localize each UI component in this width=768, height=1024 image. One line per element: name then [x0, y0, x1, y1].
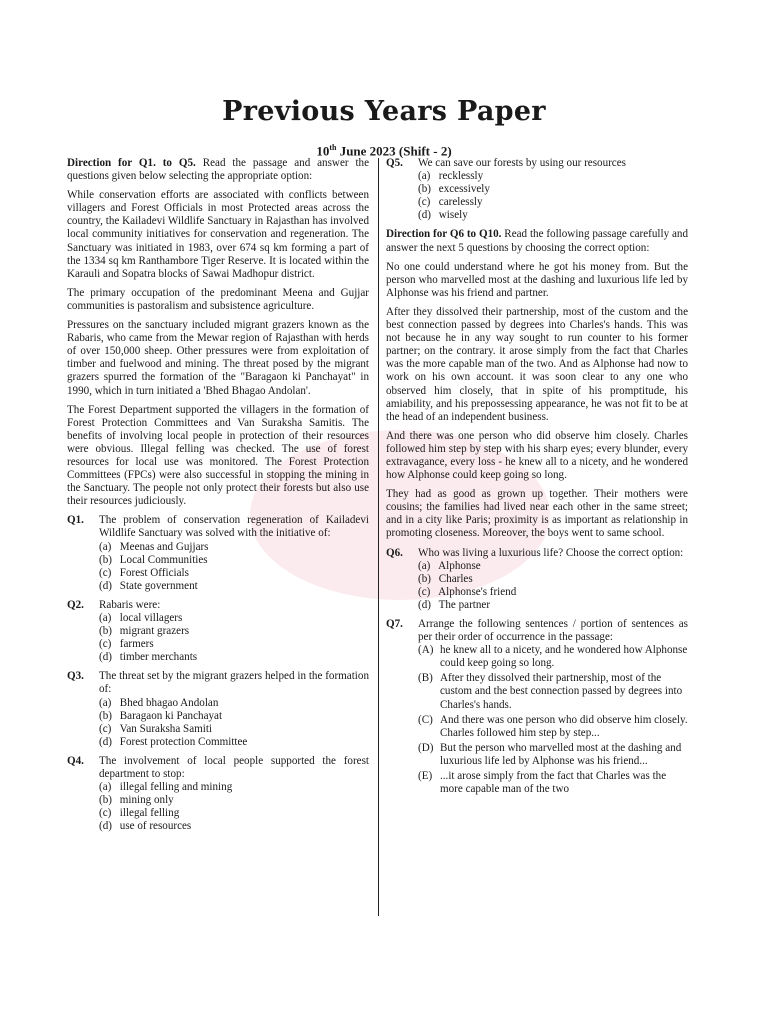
option: (b) mining only: [99, 794, 174, 807]
option: (A) he knew all to a nicety, and he wondered how Alphonse could keep going so long.: [418, 644, 688, 670]
question-text: The involvement of local people supported the forest department to stop:: [99, 754, 369, 781]
exam-date: 10th June 2023 (Shift - 2): [316, 143, 452, 159]
option: (b) migrant grazers: [99, 625, 190, 638]
left-column: [67, 157, 369, 840]
option: (d) use of resources: [99, 820, 192, 833]
question-q7: [386, 618, 688, 798]
option: (b) Baragaon ki Panchayat: [99, 709, 223, 722]
option: (b) Local Communities: [99, 553, 208, 566]
option: (c) carelessly: [418, 196, 483, 209]
question-text: The threat set by the migrant grazers helped in the formation of:: [99, 670, 369, 696]
question-number: Q5.: [386, 157, 403, 169]
question-q6: [386, 547, 688, 612]
passage-paragraph: No one could understand where he got his money from. But the person who marvelled most at the dashing and luxurious life led by Alphonse was his friend and partner.: [386, 260, 688, 299]
option: (D) But the person who marvelled most at the dashing and luxurious life led by Alphonse was his friend...: [418, 741, 682, 767]
question-number: Q2.: [67, 598, 84, 611]
option: (c) Alphonse's friend: [418, 585, 517, 598]
direction-q6-q10: Direction for Q6 to Q10. Read the following passage carefully and answer the next 5 questions by choosing the correct option:: [386, 228, 688, 254]
question-text: Arrange the following sentences / portion of sentences as per their order of occurrence in the passage:: [418, 618, 688, 644]
option: (d) Forest protection Committee: [99, 735, 248, 748]
column-divider: [378, 158, 379, 916]
direction-q1-q5: Direction for Q1. to Q5. Read the passage and answer the questions given below selecting the appropriate option:: [67, 157, 369, 183]
right-column: [386, 157, 688, 804]
option: (a) Alphonse: [418, 559, 481, 572]
option: (b) Charles: [418, 572, 473, 585]
question-q3: [67, 670, 369, 749]
option: (a) Bhed bhagao Andolan: [99, 696, 219, 709]
question-number: Q1.: [67, 514, 84, 527]
option: (d) State government: [99, 579, 198, 592]
question-text: Who was living a luxurious life? Choose the correct option:: [418, 546, 684, 559]
passage-paragraph: And there was one person who did observe him closely. Charles followed him step by step with his sharp eyes; every blunder, every extravagance, every loss - he knew all to a nicety, and he wondered how Alphonse could keep going so long.: [386, 429, 688, 482]
option: (a) local villagers: [99, 612, 183, 624]
option: (a) recklessly: [418, 170, 484, 183]
option: (a) illegal felling and mining: [99, 781, 233, 794]
question-q2: [67, 599, 369, 664]
option: (c) farmers: [99, 638, 154, 651]
question-q4: [67, 755, 369, 834]
question-number: Q7.: [386, 618, 403, 630]
passage-paragraph: Pressures on the sanctuary included migrant grazers known as the Rabaris, who came from the Mewar region of Rajasthan with herds of over 150,000 sheep. Other pressures were from exploitation of timber and fuelwood and mining. The threat posed by the migrant grazers spurred the formation of the "Baragaon ki Panchayat" in 1990, which in turn initiated a 'Bhed Bhagao Andolan'.: [67, 319, 369, 397]
option: (d) The partner: [418, 598, 491, 611]
option: (d) wisely: [418, 209, 468, 222]
option: (d) timber merchants: [99, 651, 198, 664]
question-q1: [67, 514, 369, 593]
passage-paragraph: The primary occupation of the predominant Meena and Gujjar communities is pastoralism and subsistence agriculture.: [67, 286, 369, 312]
question-number: Q4.: [67, 754, 84, 767]
question-q5: [386, 157, 688, 222]
page-title: Previous Years Paper: [222, 96, 546, 127]
option: (C) And there was one person who did observe him closely. Charles followed him step by step...: [418, 713, 688, 739]
option: (c) Forest Officials: [99, 566, 189, 579]
option: (c) Van Suraksha Samiti: [99, 722, 213, 735]
question-text: Rabaris were:: [99, 598, 161, 611]
option: (E) ...it arose simply from the fact that Charles was the more capable man of the two: [418, 770, 667, 796]
passage-paragraph: The Forest Department supported the villagers in the formation of Forest Protection Committees and Van Suraksha Samitis. The benefits of involving local people in protection of their resources were obvious. Illegal felling was checked. The use of forest resources for local use was monitored. The Forest Protection Committees (FPCs) were also successful in stopping the mining in the Sanctuary. The people not only protect their forests but also use their resources judiciously.: [67, 403, 369, 508]
passage-paragraph: They had as good as grown up together. Their mothers were cousins; the families had lived near each other in the same street; and in a city like Paris; proximity is as important as relationship in promoting closeness. Moreover, the boys went to same school.: [386, 488, 688, 540]
option: (B) After they dissolved their partnership, most of the custom and the best connection passed by degrees into Charles's hands.: [418, 672, 683, 711]
passage-paragraph: While conservation efforts are associated with conflicts between villagers and Forest Officials in most Protected areas across the country, the Kailadevi Wildlife Sanctuary in Rajasthan has involved local community initiatives for conservation and regeneration. The Sanctuary was initiated in 1983, over 674 sq km forming a part of the 1334 sq km Ranthambore Tiger Reserve. It is located within the Karauli and Sopatra blocks of Sawai Madhopur district.: [67, 189, 369, 280]
question-text: We can save our forests by using our resources: [418, 157, 626, 169]
option: (c) illegal felling: [99, 807, 180, 820]
question-text: The problem of conservation regeneration of Kailadevi Wildlife Sanctuary was solved with the initiative of:: [99, 514, 369, 540]
option: (a) Meenas and Gujjars: [99, 540, 209, 553]
option: (b) excessively: [418, 183, 490, 196]
question-number: Q6.: [386, 546, 403, 559]
passage-paragraph: After they dissolved their partnership, most of the custom and the best connection passed by degrees into Charles's hands. This was not because he in any way sought to run counter to his former partner; on the contrary. it arose simply from the fact that Charles was the more capable man of the two. And as Alphonse had now to work on his own account. it was soon clear to any one who observed him closely, that in spite of his promptitude, his amiability, and his prepossessing appearance, he was not fit to be at the head of an independent business.: [386, 305, 688, 423]
question-number: Q3.: [67, 670, 84, 683]
